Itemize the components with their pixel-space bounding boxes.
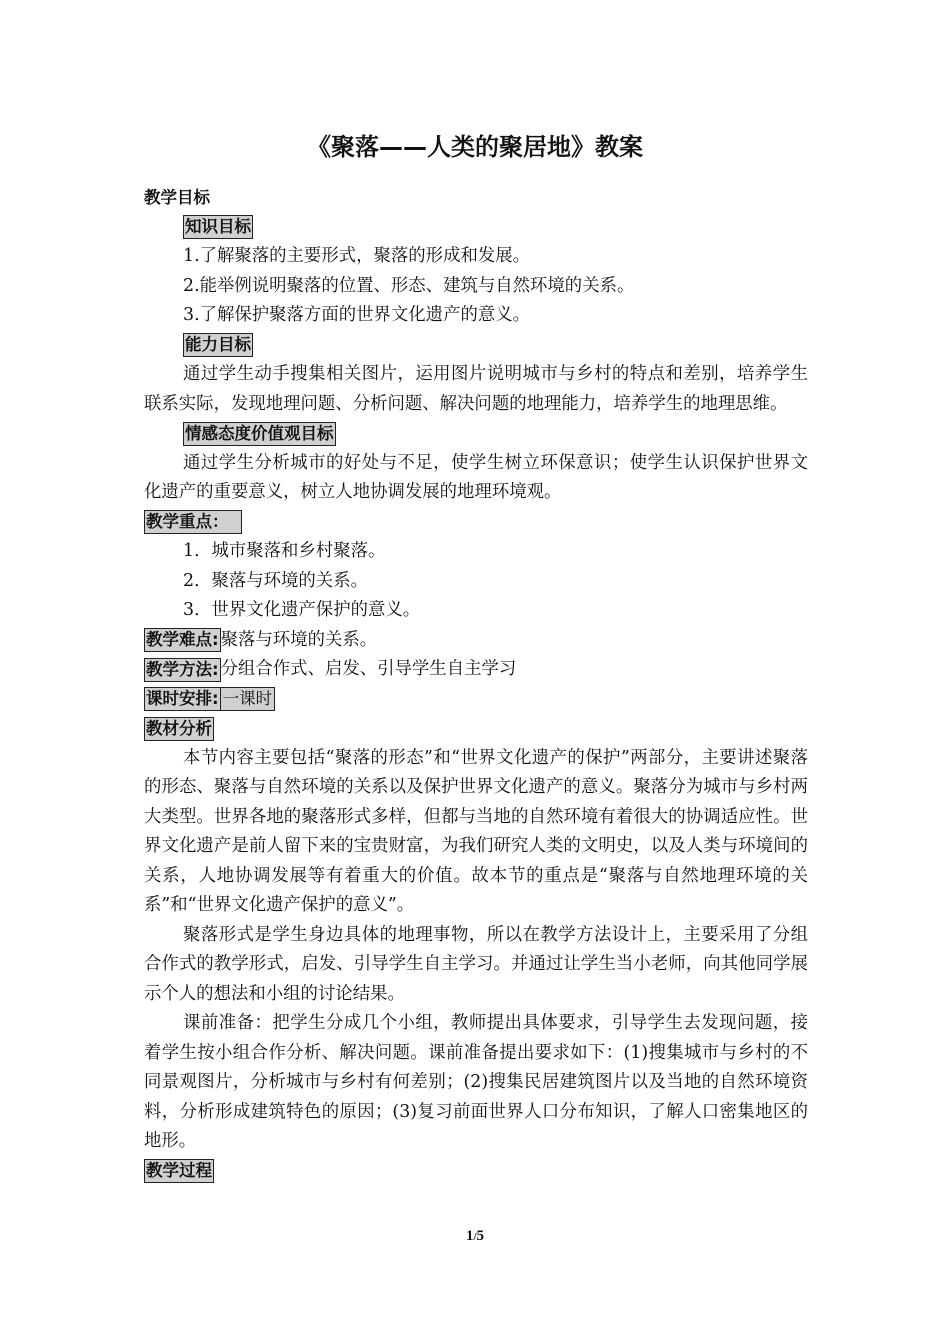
knowledge-heading: 知识目标 xyxy=(183,215,253,239)
total-pages: 5 xyxy=(476,1228,485,1244)
schedule-row xyxy=(144,685,808,715)
emotion-heading: 情感态度价值观目标 xyxy=(183,422,336,446)
method-value: 分组合作式、启发、引导学生自主学习 xyxy=(220,659,517,679)
difficulty-heading: 教学难点: xyxy=(144,628,221,652)
process-heading: 教学过程 xyxy=(144,1159,214,1183)
key-points-heading-row xyxy=(144,508,808,538)
ability-text: 通过学生动手搜集相关图片，运用图片说明城市与乡村的特点和差别，培养学生联系实际，发现地理问题、分析问题、解决问题的地理能力，培养学生的地理思维。 xyxy=(144,364,808,414)
page-separator: / xyxy=(473,1231,477,1243)
difficulty-value: 聚落与环境的关系。 xyxy=(220,629,378,650)
difficulty-row xyxy=(144,626,808,656)
knowledge-item: 2.能举例说明聚落的位置、形态、建筑与自然环境的关系。 xyxy=(183,275,635,296)
analysis-paragraph: 聚落形式是学生身边具体的地理事物，所以在教学方法设计上，主要采用了分组合作式的教学形式，启发、引导学生自主学习。并通过让学生当小老师，向其他同学展示个人的想法和小组的讨论结果。 xyxy=(144,924,808,1004)
analysis-heading-row xyxy=(144,714,808,744)
knowledge-item: 3.了解保护聚落方面的世界文化遗产的意义。 xyxy=(183,305,531,325)
schedule-heading: 课时安排: xyxy=(144,687,221,711)
emotion-text: 通过学生分析城市的好处与不足，使学生树立环保意识；使学生认识保护世界文化遗产的重要意义，树立人地协调发展的地理环境观。 xyxy=(144,452,808,502)
analysis-heading: 教材分析 xyxy=(144,717,214,741)
objectives-heading: 教学目标 xyxy=(144,188,210,207)
key-point-item: 1．城市聚落和乡村聚落。 xyxy=(183,541,386,561)
ability-heading: 能力目标 xyxy=(183,333,253,357)
process-heading-row xyxy=(144,1157,808,1187)
emotion-heading-row xyxy=(144,419,808,449)
key-point-item: 3．世界文化遗产保护的意义。 xyxy=(183,600,421,620)
method-row xyxy=(144,655,808,685)
knowledge-heading-row xyxy=(144,213,808,243)
analysis-paragraph: 本节内容主要包括“聚落的形态”和“世界文化遗产的保护”两部分，主要讲述聚落的形态、聚落与自然环境的关系以及保护世界文化遗产的意义。聚落分为城市与乡村两大类型。世界各地的聚落形式多样，但都与当地的自然环境有着很大的协调适应性。世界文化遗产是前人留下来的宝贵财富，为我们研究人类的文明史，以及人类与环境间的关系，人地协调发展等有着重大的价值。故本节的重点是“聚落与自然地理环境的关系”和“世界文化遗产保护的意义”。 xyxy=(144,747,808,915)
analysis-paragraph: 课前准备：把学生分成几个小组，教师提出具体要求，引导学生去发现问题，接着学生按小组合作分析、解决问题。课前准备提出要求如下：(1)搜集城市与乡村的不同景观图片，分析城市与乡村有何差别；(2)搜集民居建筑图片以及当地的自然环境资料，分析形成建筑特色的原因；(3)复习前面世界人口分布知识，了解人口密集地区的地形。 xyxy=(144,1013,808,1151)
knowledge-item: 1.了解聚落的主要形式，聚落的形成和发展。 xyxy=(183,246,531,266)
current-page: 1 xyxy=(465,1228,474,1244)
ability-heading-row xyxy=(144,331,808,361)
page-title: 《聚落——人类的聚居地》教案 xyxy=(307,133,643,161)
key-point-item: 2．聚落与环境的关系。 xyxy=(183,570,368,591)
document-body xyxy=(144,183,808,1186)
schedule-value: 一课时 xyxy=(221,687,276,711)
method-heading: 教学方法: xyxy=(144,658,221,682)
page-number xyxy=(0,1228,950,1245)
key-points-heading: 教学重点： xyxy=(144,510,242,534)
